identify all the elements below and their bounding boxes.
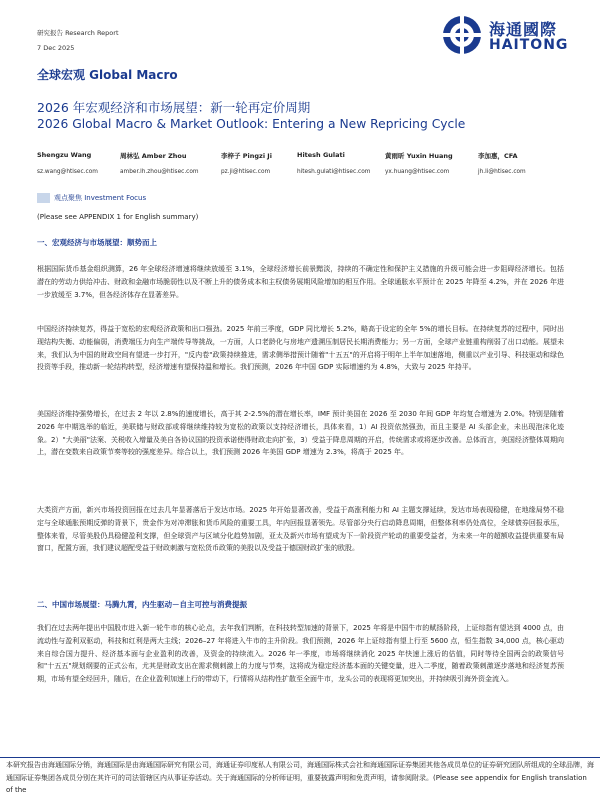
- author-name: Shengzu Wang: [37, 151, 92, 159]
- disclaimer-footer: 本研究报告由海通国际分销，海通国际是由海通国际研究有限公司，海通证券印度私人有限公司，海通国际株式会社和海通国际证券集团其他各成员单位的证券研究团队所组成的全球品牌，海通国际证券集团各成员分别在其许可的司法管辖区内从事证券活动。关于海通国际的分析师证明，重要披露声明和免责声明，请参阅附录。(Please see appendix for English translation of the: [6, 761, 594, 794]
- author-name: Hitesh Gulati: [297, 151, 345, 159]
- logo-text-cn: 海通國際: [489, 20, 558, 39]
- investment-focus-label: 观点聚焦 Investment Focus: [54, 194, 147, 202]
- section-heading: 二、中国市场展望：马腾九霄，内生驱动－自主可控与消费提振: [37, 600, 247, 609]
- report-date: 7 Dec 2025: [37, 44, 75, 52]
- author-name: 黄雨昕 Yuxin Huang: [385, 152, 453, 160]
- author-email[interactable]: amber.lh.zhou@htisec.com: [120, 169, 199, 175]
- author-email[interactable]: yx.huang@htisec.com: [385, 169, 450, 175]
- body-paragraph: 大类资产方面，新兴市场投资回报在过去几年显著落后于发达市场。2025 年开始显著改善，受益于高涨利能力和 AI 主题支撑延续，发达市场表现稳健，在地缘局势不稳定与全球通胀预期反弹的背景下，贵金作为对冲滞胀和货币风险的重要工具，年内回报显著领先。尽管部分央行启动降息周期，但整体利率仍处高位，全球债券回报承压，整体来看，尽管美股仍具稳健盈利支撑，但全球资产与区域分化趋势加剧，亚太及新兴市场有望成为下一阶段资产轮动的重要受益者，为未来一年的超额收益提供重要布局窗口，配置方面，我们建议超配受益于财政刺激与宽松货币政策的美股以及受益于德国财政扩张的欧股。: [37, 506, 564, 553]
- author-email[interactable]: jh.li@htisec.com: [478, 169, 526, 175]
- author-email[interactable]: pz.ji@htisec.com: [221, 169, 271, 175]
- logo-text-en: HAITONG: [489, 37, 569, 53]
- report-title-cn: 2026 年宏观经济和市场展望：新一轮再定价周期: [37, 100, 311, 115]
- appendix-note: (Please see APPENDIX 1 for English summary): [37, 213, 199, 221]
- report-title-en: 2026 Global Macro & Market Outlook: Entering a New Repricing Cycle: [37, 117, 466, 131]
- body-paragraph: 中国经济持续复苏，得益于宽松的宏观经济政策和出口强劲。2025 年前三季度，GDP 同比增长 5.2%，略高于设定的全年 5%的增长目标。在持续复苏的过程中，同时出现结构失衡、动能偏弱，消费端压力向生产端传导等挑战，一方面，人口老龄化与房地产遗溯压制居民长期消费能力；另一方面，全球产业链重构削弱了出口动能。展望未来，我们认为中国的财政空间有望进一步打开，"反内卷"政策持续推进，需求侧举措预计随着"十五五"的开启将于明年上半年加速落地，侧重以产业引导、科技驱动和绿色投资等手段，推动新一轮结构转型，经济增速有望保持温和增长。我们预测，2026 年中国 GDP 实际增速约为 4.8%，大致与 2025 年持平。: [37, 325, 564, 372]
- author-email[interactable]: sz.wang@htisec.com: [37, 169, 98, 175]
- section-label: 全球宏观 Global Macro: [37, 68, 178, 82]
- author-name: 周林弘 Amber Zhou: [120, 152, 187, 160]
- section-heading: 一、宏观经济与市场展望：顺势而上: [37, 238, 157, 247]
- author-name: 李梓子 Pingzi Ji: [221, 152, 272, 160]
- focus-marker: [37, 193, 50, 203]
- body-paragraph: 我们在过去两年提出中国股市进入新一轮牛市的核心论点，去年我们判断，在科技转型加速的背景下，2025 年将是中国牛市的赋扬阶段，上证综指有望达到 4000 点，由流动性与盈利双驱动，科技和红利是两大主线；2026–27 年将进入牛市的主升阶段。我们预测，2026 年上证综指有望上行至 5600 点，恒生指数 34,000 点，核心驱动来自综合国力提升、经济基本面与企业盈利的改善，及资金的持续流入。2026 年一季度，市场将继续消化 2025 年快速上涨后的估值，同时等待全国两会的政策信号和"十五五"规划纲要的正式公布，尤其是财政支出在需求侧刺激上的力度与节奏，这将成为稳定经济基本面的关键变量，进入二季度，随着政策刺激逐步落地和经济复苏预期，市场有望全经回升，随后，在企业盈利加速上行的带动下，行情将从结构性扩散至全面牛市，龙头公司的表现将更加突出，并持续吸引海外资金流入。: [37, 624, 564, 684]
- author-name: 李加惠，CFA: [478, 152, 518, 160]
- report-type: 研究报告 Research Report: [37, 29, 119, 37]
- haitong-logo: [441, 12, 581, 58]
- author-email[interactable]: hitesh.gulati@htisec.com: [297, 169, 371, 175]
- footer-divider: [0, 757, 600, 758]
- body-paragraph: 美国经济维持强势增长，在过去 2 年以 2.8%的速度增长，高于其 2-2.5%的潜在增长率，IMF 预计美国在 2026 至 2030 年间 GDP 年均复合增速为 2.0%。特别是随着 2026 年中期选举的临近，美联储与财政部或将继续维持较为宽松的政策以支持经济增长，具体来看，1）AI 投资依然强劲，而且主要是 AI 头部企业，未出现泡沫化迹象。2）"大美丽"法案、关税收入增量及美自各协议国的投资承诺使得财政走向扩张，3）受益于降息周期的开启，传统需求或将逐步改善。总体而言，美国经济整体周期向上，潜在变数来自政策节奏等较的强度差异。综合以上，我们预测 2026 年美国 GDP 增速为 2.3%，将高于 2025 年。: [37, 410, 564, 457]
- body-paragraph: 根据国际货币基金组织测算，26 年全球经济增速将继续放缓至 3.1%，全球经济增长前景黯淡，持续的不确定性和保护主义措施的升级可能会进一步阻碍经济增长。包括潜在的劳动力供给冲击、财政和金融市场脆弱性以及不断上升的债务成本和主权债务展期风险增加的相互作用。全球通胀水平预计在 2025 年降至 4.2%，并在 2026 年进一步放缓至 3.7%，但各经济体存在显著差异。: [37, 265, 564, 299]
- haitong-logo-icon: [441, 14, 483, 56]
